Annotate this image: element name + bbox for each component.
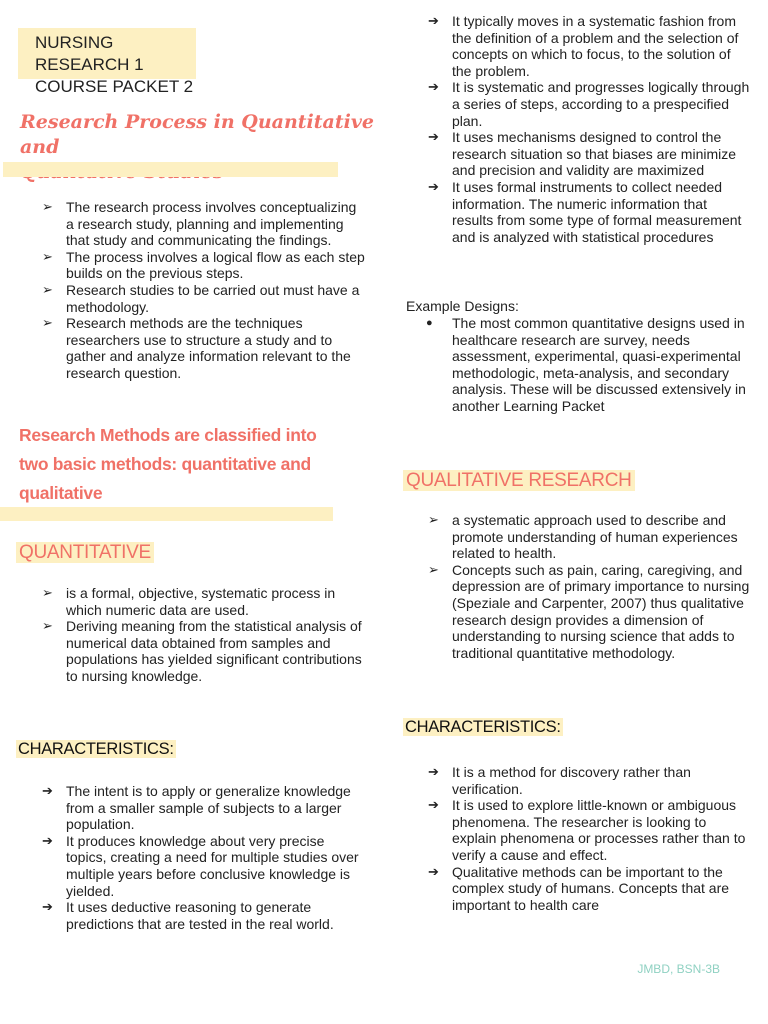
arrow-bullet-icon: ➔ [428,129,439,145]
characteristics-heading: CHARACTERISTICS: [405,718,561,736]
list-item: ● The most common quantitative designs used in healthcare research are survey, needs assessment, experimental, quasi-experimental methodologic, meta-analysis, and secondary analysis. These will be discussed extensively in another Learning Packet [426,315,746,414]
qualitative-heading: QUALITATIVE RESEARCH [403,470,635,491]
arrow-bullet-icon: ➔ [42,783,53,798]
arrow-bullet-icon: ➔ [428,863,439,879]
list-item: ➔ It produces knowledge about very precise topics, creating a need for multiple studies over multiple years before conclusive knowledge is yielded. [42,832,359,899]
quant-characteristics-cont-list [406,13,751,245]
research-process-list [20,199,365,382]
arrow-bullet-icon: ➔ [428,13,439,28]
qual-characteristics-heading-wrap [403,715,563,739]
qualitative-list-wrap [406,512,751,661]
characteristics-heading: CHARACTERISTICS: [18,740,174,758]
list-item: ➢ is a formal, objective, systematic process in which numeric data are used. [42,585,336,618]
qualitative-list [406,512,751,661]
arrow-bullet-icon: ➔ [428,764,439,779]
dot-bullet-icon: ● [426,317,433,329]
chevron-bullet-icon: ➢ [42,199,53,214]
qual-characteristics-list [406,764,751,913]
chevron-bullet-icon: ➢ [42,618,53,634]
research-process-list-wrap [20,199,365,382]
quantitative-list [20,585,365,685]
list-item: ➔ Qualitative methods can be important to the complex study of humans. Concepts that are important to health care [428,863,730,913]
arrow-bullet-icon: ➔ [428,178,439,194]
chevron-bullet-icon: ➢ [428,561,439,577]
list-item: ➢ Deriving meaning from the statistical analysis of numerical data obtained from samples and populations has yielded significant contributions to nursing knowledge. [42,618,362,684]
list-item: ➢ Concepts such as pain, caring, caregiving, and depression are of primary importance to nursing (Speziale and Carpenter, 2007) thus qualitative research design provides a dimension of understanding to nursing science that adds to traditional quantitative methodology. [428,561,750,661]
chevron-bullet-icon: ➢ [42,248,53,264]
list-item: ➔ The intent is to apply or generalize knowledge from a smaller sample of subjects to a larger population. [42,783,351,833]
list-item: ➢ Research methods are the techniques researchers use to structure a study and to gather and analyze information relevant to the research question. [42,315,351,381]
qualitative-heading-wrap [403,467,635,495]
chevron-bullet-icon: ➢ [428,512,439,527]
title-underline-band [3,162,338,177]
quantitative-heading-wrap [16,539,154,567]
example-designs-list-wrap [406,315,751,415]
quantitative-list-wrap [20,585,365,685]
list-item: ➔ It uses formal instruments to collect needed information. The numeric information that results from some type of formal measurement and is analyzed with statistical procedures [428,178,742,245]
qual-characteristics-list-wrap [406,764,751,913]
example-designs-list [406,315,751,415]
author-footer: JMBD, BSN-3B [637,962,720,976]
list-item: ➢ a systematic approach used to describe and promote understanding of human experiences related to health. [428,512,738,562]
arrow-bullet-icon: ➔ [42,832,53,848]
chevron-bullet-icon: ➢ [42,315,53,331]
quant-characteristics-list-wrap [20,783,365,932]
course-packet-label [18,28,196,96]
list-item: ➔ It uses deductive reasoning to generate predictions that are tested in the real world. [42,899,334,932]
quant-characteristics-heading-wrap [16,737,176,761]
quant-characteristics-cont-wrap [406,13,751,245]
list-item: ➢ The research process involves conceptualizing a research study, planning and implementing that study and communicating the findings. [42,199,357,249]
list-item: ➔ It is systematic and progresses logically through a series of steps, according to a prespecified plan. [428,79,750,129]
list-item: ➢ Research studies to be carried out must have a methodology. [42,281,360,315]
page-title: Research Process in Quantitative and [20,111,374,158]
list-item: ➔ It uses mechanisms designed to control the research situation so that biases are minimize and precision and validity are maximized [428,129,737,179]
packet-number: COURSE PACKET 2 [35,77,194,96]
arrow-bullet-icon: ➔ [428,797,439,813]
research-methods-heading: Research Methods are classified into two basic methods: quantitative and qualitative [19,425,317,503]
list-item: ➔ It typically moves in a systematic fashion from the definition of a problem and the selection of concepts on which to focus, to the solution of the problem. [428,13,739,79]
quant-characteristics-list [20,783,365,932]
quantitative-heading: QUANTITATIVE [16,542,154,563]
example-designs-label: Example Designs: [406,298,519,314]
arrow-bullet-icon: ➔ [42,899,53,915]
arrow-bullet-icon: ➔ [428,79,439,95]
chevron-bullet-icon: ➢ [42,281,53,297]
chevron-bullet-icon: ➢ [42,585,53,600]
list-item: ➢ The process involves a logical flow as each step builds on the previous steps. [42,248,365,282]
list-item: ➔ It is used to explore little-known or ambiguous phenomena. The researcher is looking to explain phenomena or processes rather than to verify a cause and effect. [428,797,746,863]
course-title: NURSING RESEARCH 1 [35,33,144,74]
methods-underline-band [0,507,333,521]
list-item: ➔ It is a method for discovery rather than verification. [428,764,691,797]
